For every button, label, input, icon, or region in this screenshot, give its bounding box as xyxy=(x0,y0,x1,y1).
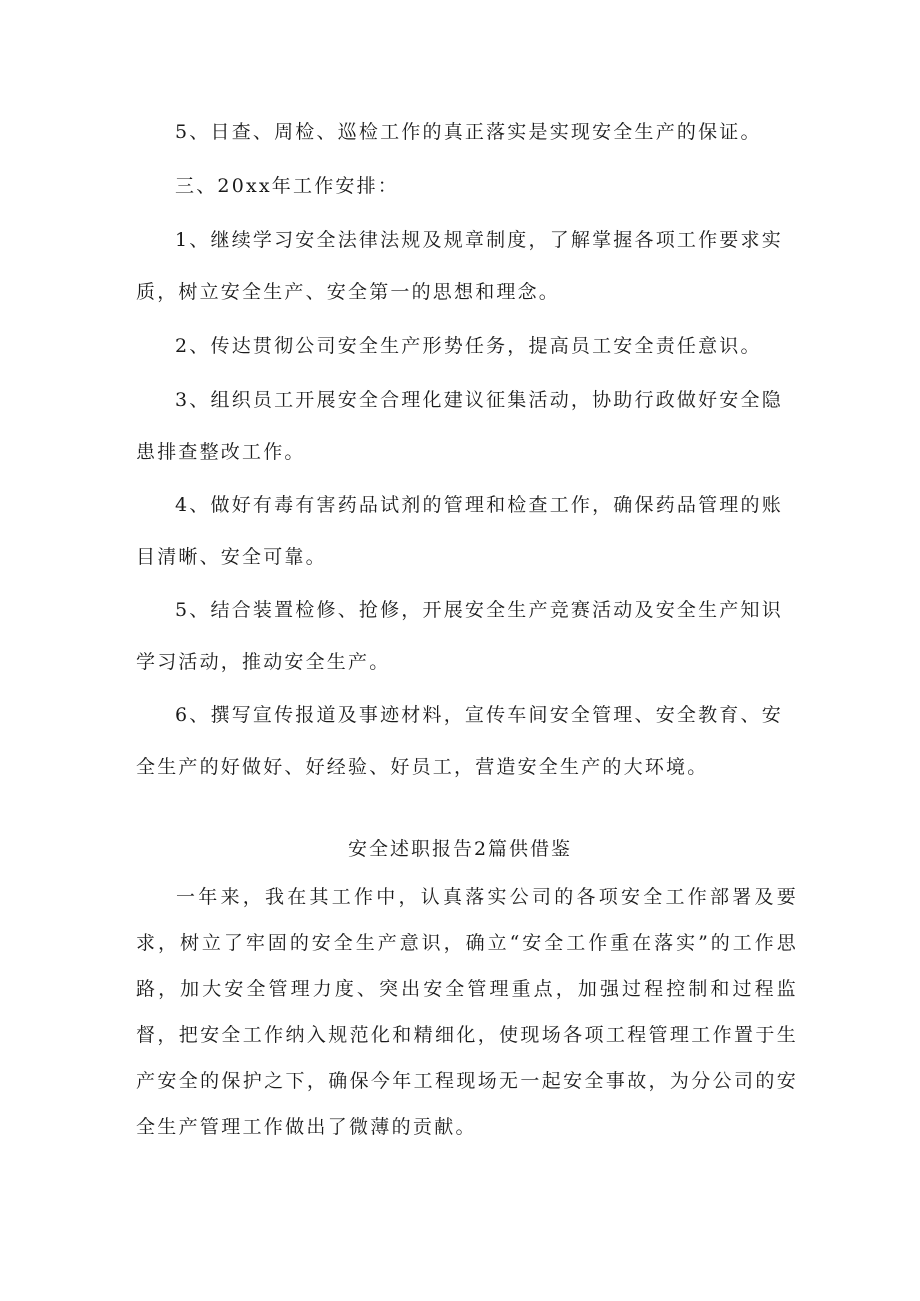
paragraph-plan-2: 2、传达贯彻公司安全生产形势任务，提高员工安全责任意识。 xyxy=(175,335,762,357)
paragraph-plan-1: 1、继续学习安全法律法规及规章制度，了解掌握各项工作要求实质，树立安全生产、安全第一的思想和理念。 xyxy=(136,229,783,303)
paragraph-plan-6: 6、撰写宣传报道及事迹材料，宣传车间安全管理、安全教育、安全生产的好做好、好经验、好员工，营造安全生产的大环境。 xyxy=(136,704,783,778)
section-heading-work-plan: 三、20xx年工作安排： xyxy=(175,175,400,197)
paragraph-plan-3: 3、组织员工开展安全合理化建议征集活动，协助行政做好安全隐患排查整改工作。 xyxy=(136,389,783,463)
report-body-paragraph: 一年来，我在其工作中，认真落实公司的各项安全工作部署及要求，树立了牢固的安全生产意识，确立“安全工作重在落实”的工作思路，加大安全管理力度、突出安全管理重点，加强过程控制和过程监督，把安全工作纳入规范化和精细化，使现场各项工程管理工作置于生产安全的保护之下，确保今年工程现场无一起安全事故，为分公司的安全生产管理工作做出了微薄的贡献。 xyxy=(136,886,798,1138)
paragraph-item-5-inspection: 5、日查、周检、巡检工作的真正落实是实现安全生产的保证。 xyxy=(175,121,762,143)
paragraph-plan-5: 5、结合装置检修、抢修，开展安全生产竞赛活动及安全生产知识学习活动，推动安全生产。 xyxy=(136,599,783,673)
paragraph-plan-4: 4、做好有毒有害药品试剂的管理和检查工作，确保药品管理的账目清晰、安全可靠。 xyxy=(136,494,783,568)
report-title: 安全述职报告2篇供借鉴 xyxy=(347,838,573,860)
